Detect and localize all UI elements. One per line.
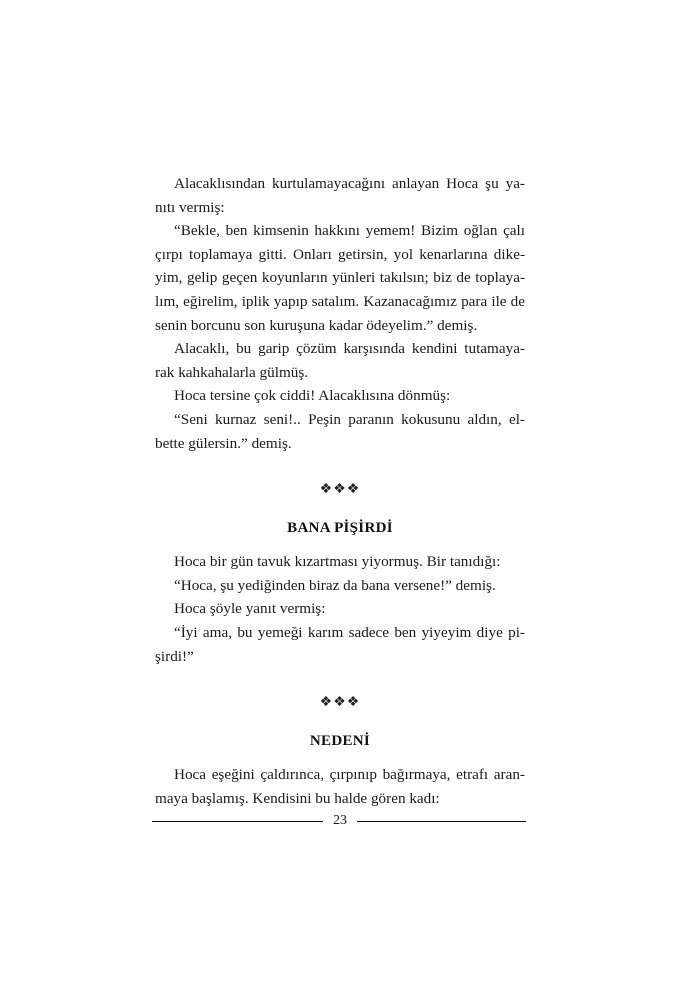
text-line: Hoca bir gün tavuk kızartması yiyormuş. Bir tanıdığı:: [174, 553, 501, 571]
text-line: “Hoca, şu yediğinden biraz da bana versene!” demiş.: [174, 576, 496, 594]
story-3: [155, 763, 525, 810]
text-line: Hoca eşeğini çaldırınca, çırpınıp bağırmaya, etrafı aran-: [174, 766, 525, 784]
text-line: “Seni kurnaz seni!.. Peşin paranın kokusunu aldın, el-: [174, 410, 525, 428]
text-line: bette gülersin.” demiş.: [155, 434, 292, 452]
text-line: Hoca tersine çok ciddi! Alacaklısına dönmüş:: [174, 387, 451, 405]
page-body: [155, 172, 525, 810]
story-1: [155, 172, 525, 455]
text-line: “İyi ama, bu yemeği karım sadece ben yiyeyim diye pi-: [174, 623, 525, 641]
section-separator-ornament: ❖❖❖: [319, 695, 361, 711]
page-number: 23: [333, 813, 347, 828]
text-line: lım, eğirelim, iplik yapıp satalım. Kazanacağımız para ile de: [155, 292, 525, 310]
section-title-bana-pisirdi: BANA PİŞİRDİ: [287, 520, 393, 537]
text-line: rak kahkahalarla gülmüş.: [155, 363, 309, 381]
text-line: Alacaklı, bu garip çözüm karşısında kendini tutamaya-: [174, 340, 525, 358]
text-line: çırpı toplamaya gitti. Onları getirsin, yol kenarlarına dike-: [155, 245, 525, 263]
footer-rule-left: [152, 821, 323, 822]
text-line: yim, gelip geçen koyunların yünleri takılsın; biz de toplaya-: [155, 269, 525, 287]
text-line: senin borcunu son kuruşuna kadar ödeyelim.” demiş.: [155, 316, 478, 334]
page-footer: [152, 812, 526, 832]
section-separator-ornament: ❖❖❖: [319, 482, 361, 498]
text-line: şirdi!”: [155, 647, 194, 665]
text-line: Hoca şöyle yanıt vermiş:: [174, 600, 326, 618]
footer-rule-right: [357, 821, 526, 822]
text-line: “Bekle, ben kimsenin hakkını yemem! Bizim oğlan çalı: [174, 222, 525, 240]
text-line: nıtı vermiş:: [155, 198, 225, 216]
text-line: Alacaklısından kurtulamayacağını anlayan Hoca şu ya-: [174, 175, 525, 192]
story-2: [155, 550, 525, 668]
section-title-nedeni: NEDENİ: [309, 733, 371, 750]
text-line: maya başlamış. Kendisini bu halde gören kadı:: [155, 789, 440, 807]
